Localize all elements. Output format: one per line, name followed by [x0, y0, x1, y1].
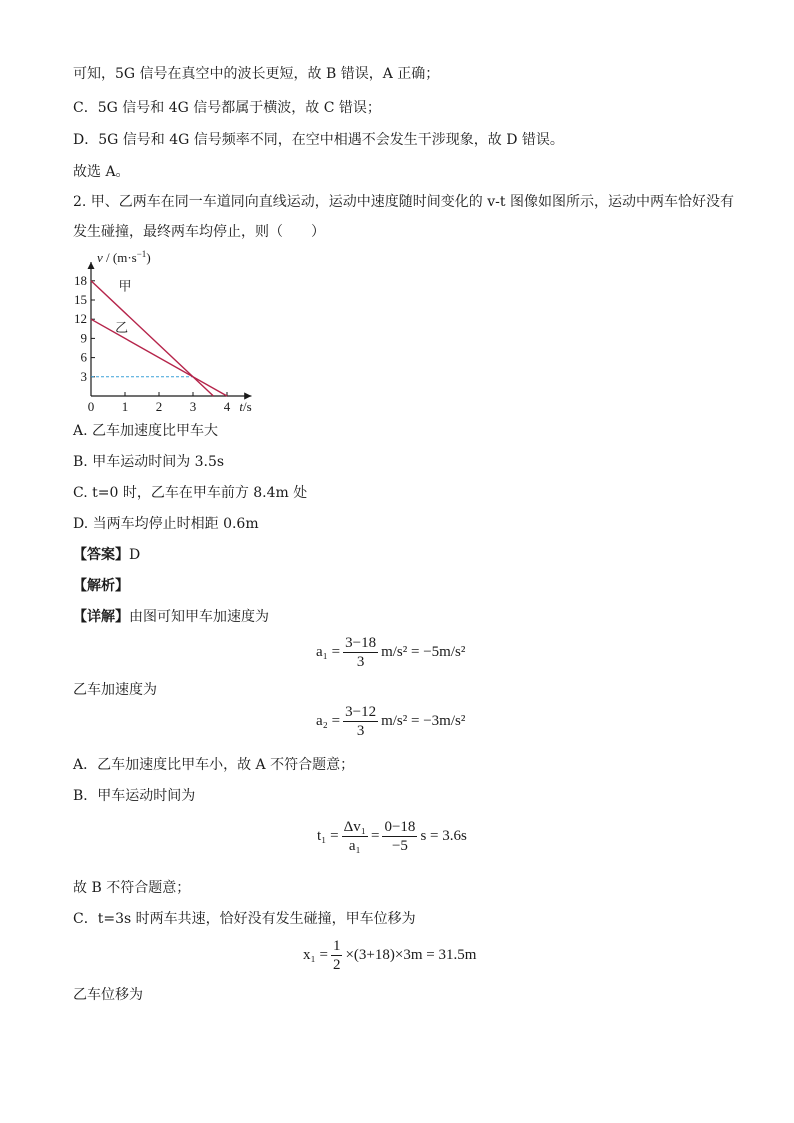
- question-stem: 2. 甲、乙两车在同一车道同向直线运动，运动中速度随时间变化的 v-t 图像如图所示，运动中两车恰好没有: [73, 194, 734, 210]
- eq-lhs: a₂ =: [316, 713, 341, 729]
- option-b: B. 甲车运动时间为 3.5s: [73, 454, 225, 470]
- option-a: A. 乙车加速度比甲车大: [73, 423, 219, 439]
- y-axis-label: $v / (m\cdot s^{-1})$: [97, 250, 151, 265]
- fraction: [382, 818, 417, 855]
- answer-line: [73, 545, 140, 565]
- x-tick-label: 1: [121, 399, 129, 414]
- series-label: 乙: [115, 320, 129, 335]
- text-line: D．5G 信号和 4G 信号频率不同，在空中相遇不会发生干涉现象，故 D 错误。: [73, 132, 564, 148]
- eq-lhs: x₁ =: [303, 947, 328, 963]
- eq-lhs: t₁ =: [317, 828, 339, 844]
- x-tick-label: 3: [189, 399, 197, 414]
- equation-a1: [316, 634, 465, 671]
- x-axis-label: t/s: [239, 399, 252, 414]
- analysis-tag: 【解析】: [73, 578, 129, 594]
- denominator: −5: [391, 838, 408, 854]
- eq-equals: =: [371, 828, 380, 844]
- vt-graph: [68, 250, 268, 420]
- question-stem: 发生碰撞，最终两车均停止，则（ ）: [73, 224, 325, 240]
- eq-rhs: m/s² = −5m/s²: [381, 644, 466, 660]
- text-line: A．乙车加速度比甲车小，故 A 不符合题意；: [73, 757, 355, 773]
- eq-rhs: m/s² = −3m/s²: [381, 713, 466, 729]
- text-line: 乙车加速度为: [73, 682, 157, 698]
- numerator: Δv₁: [343, 819, 366, 835]
- detail-tag: 【详解】: [73, 609, 129, 625]
- y-tick-label: 6: [80, 349, 87, 365]
- fraction: [331, 937, 343, 974]
- numerator: 1: [332, 938, 341, 954]
- fraction: [343, 634, 378, 671]
- analysis-line: [73, 576, 129, 596]
- option-c: C. t=0 时，乙车在甲车前方 8.4m 处: [73, 485, 308, 501]
- series-line: [91, 319, 227, 396]
- eq-rhs: ×(3+18)×3m = 31.5m: [345, 947, 477, 963]
- x-tick-label: 4: [223, 399, 231, 414]
- detail-line: [73, 607, 269, 627]
- text-line: B．甲车运动时间为: [73, 788, 196, 804]
- y-tick-label: 12: [74, 311, 87, 327]
- fraction: [342, 818, 368, 855]
- denominator: 3: [356, 654, 365, 670]
- denominator: 2: [332, 957, 341, 973]
- y-tick-label: 18: [74, 272, 87, 288]
- x-tick-label: 0: [87, 399, 95, 414]
- equation-a2: [316, 703, 465, 740]
- eq-rhs: s = 3.6s: [420, 828, 467, 844]
- eq-lhs: a₁ =: [316, 644, 341, 660]
- fraction: [343, 703, 378, 740]
- text-line: 可知，5G 信号在真空中的波长更短，故 B 错误，A 正确；: [73, 66, 440, 82]
- equation-t1: [317, 818, 467, 855]
- answer-tag: 【答案】: [73, 547, 129, 563]
- equation-x1: [303, 937, 476, 974]
- y-tick-label: 9: [80, 330, 87, 346]
- x-tick-label: 2: [155, 399, 163, 414]
- text-line: C．t=3s 时两车共速，恰好没有发生碰撞，甲车位移为: [73, 911, 416, 927]
- denominator: 3: [356, 723, 365, 739]
- denominator: a₁: [348, 838, 361, 854]
- numerator: 0−18: [384, 819, 416, 835]
- y-tick-label: 3: [80, 368, 87, 384]
- detail-intro: 由图可知甲车加速度为: [129, 609, 269, 625]
- text-line: C．5G 信号和 4G 信号都属于横波，故 C 错误；: [73, 100, 381, 116]
- answer-value: D: [129, 547, 141, 563]
- numerator: 3−18: [345, 635, 377, 651]
- text-line: 乙车位移为: [73, 987, 143, 1003]
- numerator: 3−12: [345, 704, 377, 720]
- option-d: D. 当两车均停止时相距 0.6m: [73, 516, 259, 532]
- text-line: 故选 A。: [73, 164, 130, 180]
- text-line: 故 B 不符合题意；: [73, 880, 191, 896]
- y-tick-label: 15: [74, 292, 87, 307]
- series-label: 甲: [118, 278, 132, 294]
